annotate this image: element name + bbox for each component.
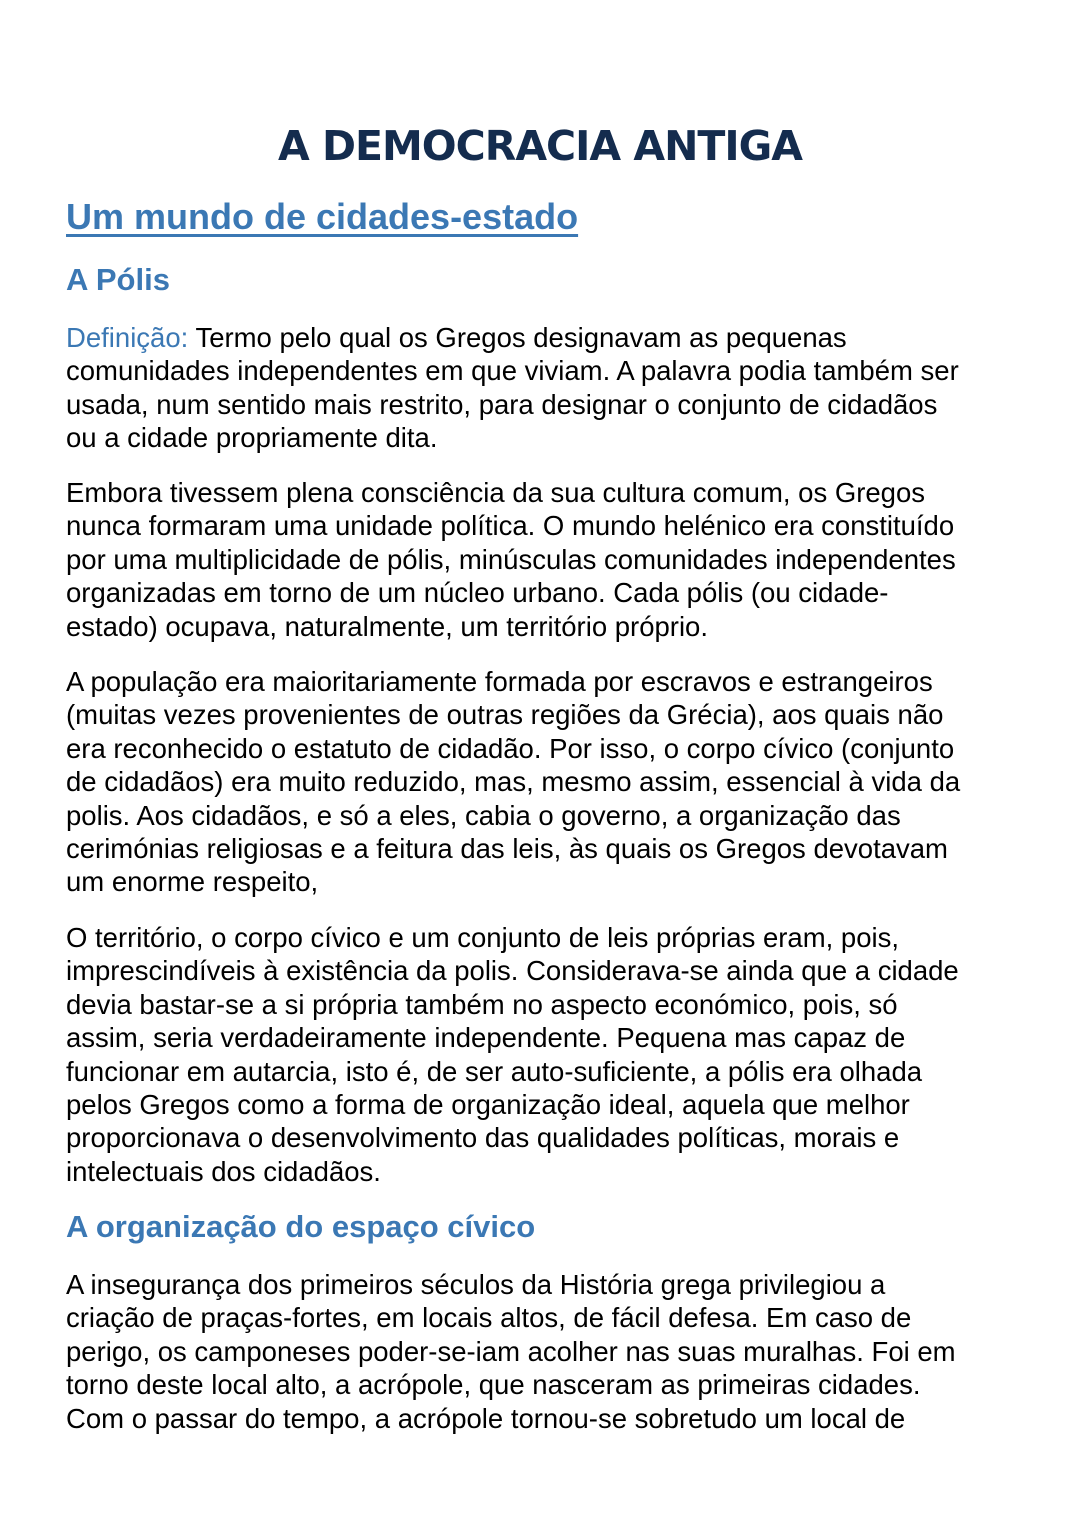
paragraph: O território, o corpo cívico e um conjunto de leis próprias eram, pois, imprescindíveis à existência da polis. Considerava-se ainda que a cidade devia bastar-se a si própria também no aspecto económico, pois, só assim, seria verdadeiramente independente. Pequena mas capaz de funcionar em autarcia, isto é, de ser auto-suficiente, a pólis era olhada pelos Gregos como a forma de organização ideal, aquela que melhor proporcionava o desenvolvimento das qualidades políticas, morais e intelectuais dos cidadãos. [66, 922, 959, 1187]
subsection-heading: A organização do espaço cívico [66, 1209, 536, 1244]
paragraph: A insegurança dos primeiros séculos da História grega privilegiou a criação de praças-fortes, em locais altos, de fácil defesa. Em caso de perigo, os camponeses poder-se-iam acolher nas suas muralhas. Foi em torno deste local alto, a acrópole, que nasceram as primeiras cidades. Com o passar do tempo, a acrópole tornou-se sobretudo um local de [66, 1269, 956, 1434]
document-title: A DEMOCRACIA ANTIGA [277, 122, 803, 170]
paragraph-definition: Definição: Termo pelo qual os Gregos designavam as pequenas comunidades independentes em que viviam. A palavra podia também ser usada, num sentido mais restrito, para designar o conjunto de cidadãos ou a cidade propriamente dita. [66, 322, 959, 454]
definition-label: Definição: [66, 322, 189, 353]
section-heading: Um mundo de cidades-estado [66, 196, 579, 237]
paragraph: Embora tivessem plena consciência da sua cultura comum, os Gregos nunca formaram uma unidade política. O mundo helénico era constituído por uma multiplicidade de pólis, minúsculas comunidades independentes organizadas em torno de um núcleo urbano. Cada pólis (ou cidade- estado) ocupava, naturalmente, um território próprio. [66, 477, 956, 642]
subsection-heading: A Pólis [66, 262, 170, 297]
paragraph: A população era maioritariamente formada por escravos e estrangeiros (muitas vezes provenientes de outras regiões da Grécia), aos quais não era reconhecido o estatuto de cidadão. Por isso, o corpo cívico (conjunto de cidadãos) era muito reduzido, mas, mesmo assim, essencial à vida da polis. Aos cidadãos, e só a eles, cabia o governo, a organização das cerimónias religiosas e a feitura das leis, às quais os Gregos devotavam um enorme respeito, [66, 666, 961, 898]
